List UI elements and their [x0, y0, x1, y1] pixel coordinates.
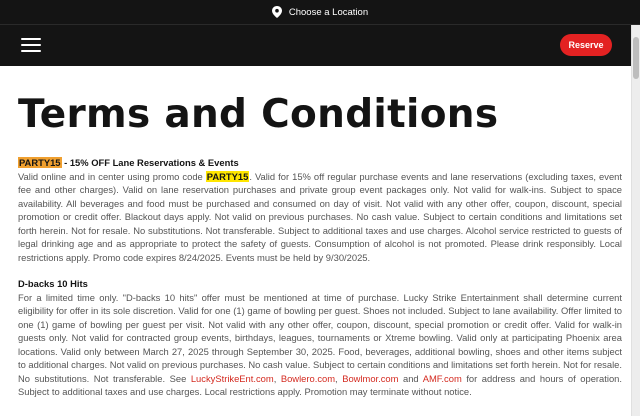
main-nav [0, 25, 640, 66]
dbacks-terms-text [18, 291, 622, 399]
scrollbar-thumb[interactable] [633, 37, 639, 79]
promo-terms-body: . Valid for 15% off regular purchase events and lane reservations (excluding taxes, event fee and other charges). Valid on lane reservation purchases and private group event packages only. Not valid for walk-ins. Subject to space availability. All beverages and food must be purchased and consumed on day of visit. Not valid with any other offer, coupon, discount, special promotion or credit offer. Blackout days apply. Not valid on previous purchases. No cash value. Subject to certain conditions and limitations set forth herein. Not for resale. No substitutions. Not transferable. Subject to additional taxes and use charges. Alcohol service restricted to guests of legal drinking age and as appropriate to protect the safety of guests. Consumption of alcohol is not promoted. Please drink responsibly. Local restrictions apply. Promo code expires 8/24/2025. Events must be held by 9/30/2025. [18, 170, 622, 263]
promo-heading-text: - 15% OFF Lane Reservations & Events [61, 157, 239, 168]
choose-location-button[interactable] [272, 6, 368, 18]
main-content [18, 66, 622, 399]
promo-code-inline: PARTY15 [206, 170, 249, 182]
promo-section-party15 [18, 156, 622, 264]
top-bar [0, 0, 640, 25]
bowlero-link[interactable]: Bowlero.com [280, 372, 336, 384]
promo-code-highlight: PARTY15 [19, 157, 61, 168]
bowlmor-link[interactable]: Bowlmor.com [342, 372, 399, 384]
link-separator: and [398, 372, 423, 384]
menu-icon-line [21, 50, 41, 52]
menu-icon-line [21, 38, 41, 40]
amf-link[interactable]: AMF.com [422, 372, 462, 384]
link-separator: , [335, 372, 343, 384]
dbacks-heading: D-backs 10 Hits [18, 278, 88, 289]
location-pin-icon [272, 6, 282, 18]
dbacks-terms-body: For a limited time only. "D-backs 10 hits" offer must be mentioned at time of purchase. Lucky Strike Entertainment shall determine current eligibility for offer in its sole discretion. Valid for one (1) game of bowling per guest. Shoes not included. Subject to lane availability. Offer limited to one (1) game of bowling per guest per visit. Not valid with any other offer, coupon, discount, special promotion or credit offer. Valid for walk-in guests only. Not valid for contracted group events, birthdays, leagues, tournaments or Xtreme bowling. Valid only at participating Phoenix area locations. Valid only between March 27, 2025 through September 30, 2025. Food, beverages, additional bowling, shoes and other items subject to additional charges. Not valid on previous purchases. No cash value. Subject to certain conditions and limitations set forth herein. Not for resale. No substitutions. Not transferable. See [18, 291, 622, 384]
dbacks-terms-end: for address and hours of operation. Subject to additional taxes and use charges. Local restrictions apply. Promotion may terminate without notice. [18, 372, 622, 397]
menu-icon-line [21, 44, 41, 46]
choose-location-label: Choose a Location [288, 6, 369, 18]
luckystrikeent-link[interactable]: LuckyStrikeEnt.com [190, 372, 274, 384]
link-separator: , [273, 372, 281, 384]
promo-heading [18, 156, 622, 170]
promo-terms-intro: Valid online and in center using promo code [18, 170, 206, 182]
page-title: Terms and Conditions [18, 92, 499, 137]
promo-section-dbacks [18, 277, 622, 399]
promo-terms-text [18, 170, 622, 265]
reserve-button[interactable]: Reserve [560, 34, 612, 56]
menu-icon[interactable] [21, 37, 41, 53]
page-scrollbar[interactable] [631, 25, 640, 416]
